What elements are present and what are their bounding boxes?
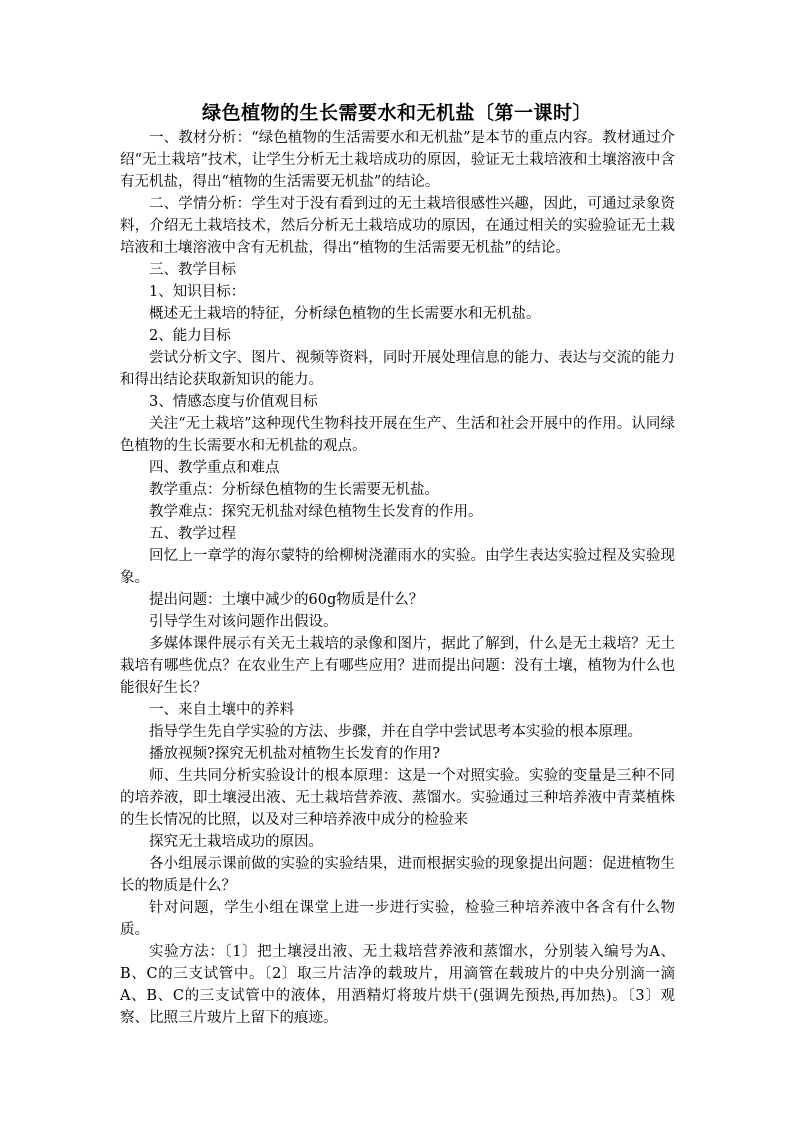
section-heading: 五、教学过程 bbox=[149, 526, 236, 542]
paragraph: 各小组展示课前做的实验的实验结果，进而根据实验的现象提出问题：促进植物生长的物质是什么？ bbox=[120, 856, 675, 894]
paragraph: 指导学生先自学实验的方法、步骤，并在自学中尝试思考本实验的根本原理。 bbox=[149, 724, 642, 740]
paragraph: 教学重点：分析绿色植物的生长需要无机盐。 bbox=[149, 482, 439, 498]
paragraph: 尝试分析文字、图片、视频等资料，同时开展处理信息的能力、表达与交流的能力和得出结论获取新知识的能力。 bbox=[120, 350, 675, 388]
paragraph: 回忆上一章学的海尔蒙特的给柳树浇灌雨水的实验。由学生表达实验过程及实验现象。 bbox=[120, 548, 675, 586]
subsection-heading: 3、情感态度与价值观目标 bbox=[149, 394, 318, 410]
paragraph: 概述无土栽培的特征，分析绿色植物的生长需要水和无机盐。 bbox=[149, 306, 541, 322]
paragraph: 播放视频?探究无机盐对植物生长发育的作用? bbox=[149, 746, 441, 762]
paragraph: 提出问题：土壤中减少的60g物质是什么？ bbox=[149, 592, 424, 608]
paragraph: 师、生共同分析实验设计的根本原理：这是一个对照实验。实验的变量是三种不同的培养液，即土壤浸出液、无土栽培营养液、蒸馏水。实验通过三种培养液中青菜植株的生长情况的比照，以及对三种培养液中成分的检验来 bbox=[120, 768, 675, 828]
paragraph: 教学难点：探究无机盐对绿色植物生长发育的作用。 bbox=[149, 504, 483, 520]
paragraph: 探究无土栽培成功的原因。 bbox=[149, 834, 323, 850]
subsection-heading: 2、能力目标 bbox=[149, 328, 231, 344]
paragraph: 一、教材分析：“绿色植物的生活需要水和无机盐”是本节的重点内容。教材通过介绍“无土栽培”技术，让学生分析无土栽培成功的原因，验证无土栽培液和土壤溶液中含有无机盐，得出“植物的生活需要无机盐”的结论。 bbox=[120, 130, 675, 190]
paragraph: 关注“无土栽培”这种现代生物科技开展在生产、生活和社会开展中的作用。认同绿色植物的生长需要水和无机盐的观点。 bbox=[120, 416, 675, 454]
paragraph: 实验方法：〔1〕把土壤浸出液、无土栽培营养液和蒸馏水，分别装入编号为A、B、C的三支试管中。〔2〕取三片洁净的载玻片，用滴管在载玻片的中央分别滴一滴A、B、C的三支试管中的液体，用酒精灯将玻片烘干(强调先预热,再加热)。〔3〕观察、比照三片玻片上留下的痕迹。 bbox=[120, 944, 675, 1026]
paragraph: 多媒体课件展示有关无土栽培的录像和图片，据此了解到，什么是无土栽培？无土栽培有哪些优点？在农业生产上有哪些应用？进而提出问题：没有土壤，植物为什么也能很好生长？ bbox=[120, 636, 675, 696]
document-title: 绿色植物的生长需要水和无机盐〔第一课时〕 bbox=[201, 102, 592, 124]
paragraph: 二、学情分析：学生对于没有看到过的无土栽培很感性兴趣，因此，可通过录象资料，介绍无土栽培技术，然后分析无土栽培成功的原因，在通过相关的实验验证无土栽培液和土壤溶液中含有无机盐，得出“植物的生活需要无机盐”的结论。 bbox=[120, 196, 675, 256]
paragraph: 针对问题，学生小组在课堂上进一步进行实验，检验三种培养液中各含有什么物质。 bbox=[120, 900, 675, 938]
document-body bbox=[120, 127, 675, 1029]
paragraph: 引导学生对该问题作出假设。 bbox=[149, 614, 338, 630]
subsection-heading: 1、知识目标： bbox=[149, 284, 246, 300]
section-heading: 四、教学重点和难点 bbox=[149, 460, 280, 476]
section-heading: 三、教学目标 bbox=[149, 262, 236, 278]
section-heading: 一、来自土壤中的养料 bbox=[149, 702, 294, 718]
